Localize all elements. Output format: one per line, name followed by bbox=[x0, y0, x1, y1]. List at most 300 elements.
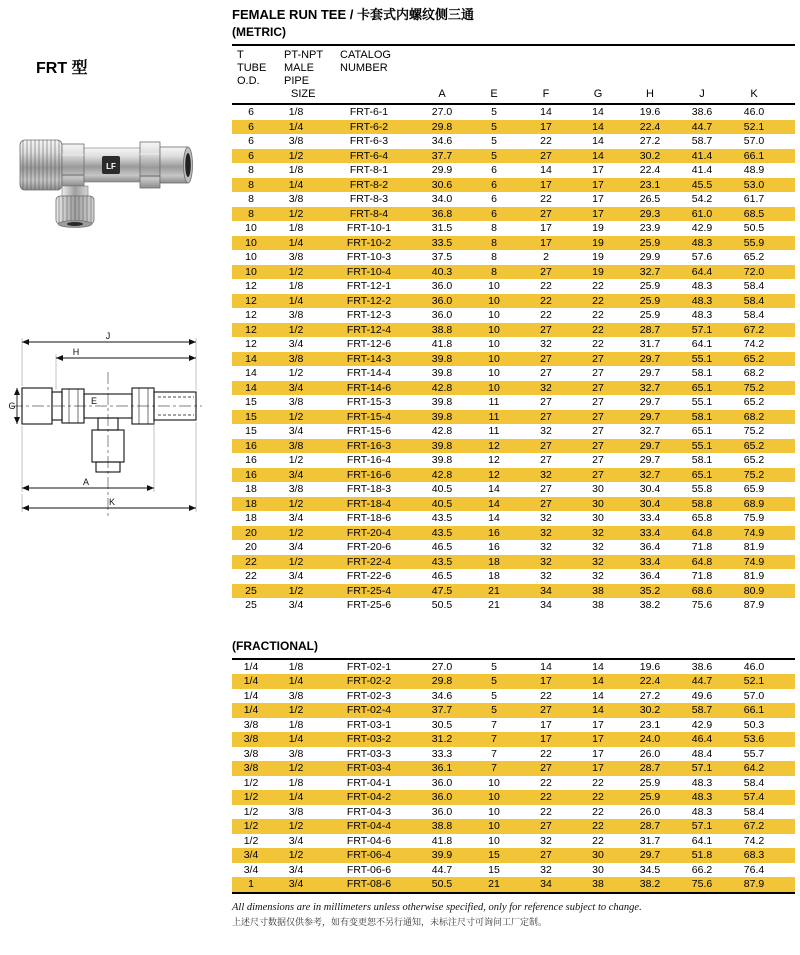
table-cell: 67.2 bbox=[743, 323, 765, 336]
table-cell: 10 bbox=[488, 280, 500, 292]
table-cell: 38.2 bbox=[639, 599, 661, 611]
table-cell: 12 bbox=[245, 309, 257, 321]
table-row bbox=[232, 863, 795, 878]
table-cell: 27 bbox=[540, 497, 552, 510]
table-cell: 14 bbox=[540, 106, 552, 118]
table-cell: 17 bbox=[592, 178, 604, 191]
table-cell: 36.0 bbox=[431, 776, 453, 789]
header-dim-j: J bbox=[699, 88, 705, 100]
table-cell: 41.8 bbox=[431, 834, 453, 847]
table-cell: FRT-15-3 bbox=[346, 396, 392, 408]
table-cell: 38.6 bbox=[691, 660, 713, 673]
table-cell: 15 bbox=[245, 410, 257, 423]
table-row bbox=[232, 877, 795, 892]
table-row bbox=[232, 848, 795, 863]
table-cell: 22.4 bbox=[639, 675, 661, 687]
table-cell: FRT-16-4 bbox=[346, 454, 392, 466]
table-cell: 27 bbox=[592, 367, 604, 379]
title-english: FEMALE RUN TEE / bbox=[232, 7, 354, 22]
table-row bbox=[232, 569, 795, 584]
table-cell: 14 bbox=[592, 149, 604, 162]
table-cell: 53.0 bbox=[743, 178, 765, 191]
table-cell: 3/4 bbox=[288, 338, 304, 350]
table-cell: 38.8 bbox=[431, 323, 453, 336]
table-cell: FRT-8-3 bbox=[349, 193, 389, 205]
table-cell: 36.0 bbox=[431, 791, 453, 803]
table-cell: 34.0 bbox=[431, 193, 453, 205]
table-cell: 27 bbox=[540, 704, 552, 716]
table-cell: 1/4 bbox=[288, 120, 304, 133]
table-cell: 3/8 bbox=[243, 733, 259, 745]
table-cell: 2 bbox=[543, 251, 549, 263]
table-cell: 10 bbox=[245, 265, 257, 278]
table-row bbox=[232, 674, 795, 689]
table-cell: 37.7 bbox=[431, 149, 453, 162]
table-cell: 14 bbox=[245, 352, 257, 365]
table-cell: 36.4 bbox=[639, 541, 661, 553]
table-cell: 27 bbox=[540, 439, 552, 452]
table-cell: FRT-12-3 bbox=[346, 309, 392, 321]
table-cell: 27 bbox=[592, 454, 604, 466]
table-cell: 3/4 bbox=[288, 878, 304, 890]
table-cell: 32 bbox=[540, 863, 552, 876]
table-cell: 1/2 bbox=[243, 820, 259, 832]
table-cell: 17 bbox=[540, 222, 552, 234]
table-cell: 7 bbox=[491, 733, 497, 745]
table-cell: FRT-6-2 bbox=[349, 120, 389, 133]
table-cell: 26.5 bbox=[639, 193, 661, 205]
table-cell: FRT-10-2 bbox=[346, 236, 392, 249]
table-cell: 33.5 bbox=[431, 236, 453, 249]
table-cell: 17 bbox=[540, 675, 552, 687]
table-cell: FRT-02-1 bbox=[346, 660, 392, 673]
table-cell: 58.1 bbox=[691, 410, 713, 423]
table-row bbox=[232, 308, 795, 323]
table-cell: FRT-15-4 bbox=[346, 410, 392, 423]
table-cell: 58.1 bbox=[691, 367, 713, 379]
table-cell: 27.0 bbox=[431, 106, 453, 118]
table-cell: 6 bbox=[248, 149, 254, 162]
table-cell: FRT-22-4 bbox=[346, 555, 392, 568]
table-cell: 64.8 bbox=[691, 526, 713, 539]
header-pipe-size: PT-NPT MALE PIPE SIZE bbox=[284, 49, 324, 100]
table-cell: 8 bbox=[248, 207, 254, 220]
table-cell: 46.5 bbox=[431, 541, 453, 553]
footnote-chinese: 上述尺寸数据仅供参考，如有变更恕不另行通知，未标注尺寸可询问工厂定制。 bbox=[232, 916, 548, 927]
table-cell: 3/8 bbox=[243, 747, 259, 760]
table-cell: 1/2 bbox=[288, 584, 304, 597]
table-cell: 14 bbox=[488, 483, 500, 495]
table-cell: 21 bbox=[488, 599, 500, 611]
table-cell: 3/4 bbox=[288, 512, 304, 524]
table-row bbox=[232, 192, 795, 207]
table-cell: 39.9 bbox=[431, 849, 453, 861]
table-cell: 43.5 bbox=[431, 526, 453, 539]
table-cell: 25.9 bbox=[639, 791, 661, 803]
table-cell: 32.7 bbox=[639, 468, 661, 481]
header-dim-a: A bbox=[438, 88, 446, 100]
table-cell: 11 bbox=[488, 425, 500, 437]
table-cell: 1/4 bbox=[288, 791, 304, 803]
table-cell: 42.8 bbox=[431, 425, 453, 437]
table-cell: 71.8 bbox=[691, 541, 713, 553]
table-cell: 1/4 bbox=[243, 660, 259, 673]
table-cell: 48.3 bbox=[691, 309, 713, 321]
table-cell: 21 bbox=[488, 584, 500, 597]
table-cell: 74.9 bbox=[743, 526, 765, 539]
table-cell: 12 bbox=[245, 280, 257, 292]
table-cell: 42.9 bbox=[691, 718, 713, 731]
table-cell: FRT-06-6 bbox=[346, 863, 392, 876]
table-cell: 34 bbox=[540, 599, 552, 611]
table-cell: 6 bbox=[248, 120, 254, 133]
table-cell: 61.0 bbox=[691, 207, 713, 220]
table-row bbox=[232, 747, 795, 762]
table-cell: 14 bbox=[592, 660, 604, 673]
tee-outline bbox=[22, 388, 196, 472]
table-cell: FRT-25-6 bbox=[346, 599, 392, 611]
table-cell: 50.5 bbox=[743, 222, 765, 234]
table-cell: 27 bbox=[592, 425, 604, 437]
table-cell: 43.5 bbox=[431, 555, 453, 568]
table-cell: 3/4 bbox=[243, 849, 259, 861]
table-cell: 12 bbox=[488, 468, 500, 481]
table-cell: 29.8 bbox=[431, 675, 453, 687]
table-cell: 61.7 bbox=[743, 193, 765, 205]
table-cell: 27 bbox=[540, 207, 552, 220]
table-cell: 7 bbox=[491, 718, 497, 731]
table-cell: 3/4 bbox=[288, 541, 304, 553]
table-cell: FRT-04-6 bbox=[346, 834, 392, 847]
table-cell: FRT-14-3 bbox=[346, 352, 392, 365]
table-cell: 1/2 bbox=[288, 555, 304, 568]
table-row bbox=[232, 540, 795, 555]
table-cell: FRT-10-1 bbox=[346, 222, 392, 234]
table-row bbox=[232, 776, 795, 791]
table-cell: 3/4 bbox=[243, 863, 259, 876]
table-cell: FRT-02-2 bbox=[346, 675, 392, 687]
table-cell: 36.0 bbox=[431, 309, 453, 321]
table-cell: 75.2 bbox=[743, 381, 765, 394]
table-cell: FRT-15-6 bbox=[346, 425, 392, 437]
table-cell: 31.5 bbox=[431, 222, 453, 234]
table-cell: 22 bbox=[592, 805, 604, 818]
table-row bbox=[232, 178, 795, 193]
table-cell: 37.5 bbox=[431, 251, 453, 263]
table-cell: 42.8 bbox=[431, 468, 453, 481]
table-cell: 1/8 bbox=[288, 222, 304, 234]
table-cell: FRT-12-4 bbox=[346, 323, 392, 336]
table-cell: 22 bbox=[540, 805, 552, 818]
table-cell: 8 bbox=[491, 236, 497, 249]
table-cell: FRT-18-4 bbox=[346, 497, 392, 510]
table-cell: 16 bbox=[245, 439, 257, 452]
table-cell: FRT-04-2 bbox=[346, 791, 392, 803]
page-title bbox=[232, 4, 795, 23]
table-cell: 32 bbox=[540, 570, 552, 582]
table-cell: 32 bbox=[540, 425, 552, 437]
table-cell: 10 bbox=[488, 294, 500, 307]
table-cell: 1/8 bbox=[288, 106, 304, 118]
table-cell: 34.6 bbox=[431, 135, 453, 147]
table-cell: 32 bbox=[592, 541, 604, 553]
table-cell: 27 bbox=[540, 454, 552, 466]
table-cell: 3/4 bbox=[288, 599, 304, 611]
table-cell: 1/8 bbox=[288, 660, 304, 673]
table-cell: 24.0 bbox=[639, 733, 661, 745]
table-cell: 22 bbox=[540, 294, 552, 307]
table-cell: 23.1 bbox=[639, 718, 661, 731]
table-cell: 55.1 bbox=[691, 396, 713, 408]
table-cell: 6 bbox=[491, 207, 497, 220]
table-cell: FRT-6-1 bbox=[349, 106, 389, 118]
table-cell: 22 bbox=[540, 309, 552, 321]
table-cell: 52.1 bbox=[743, 120, 765, 133]
table-cell: 65.1 bbox=[691, 425, 713, 437]
table-cell: FRT-10-3 bbox=[346, 251, 392, 263]
table-cell: 75.6 bbox=[691, 878, 713, 890]
table-cell: 27 bbox=[540, 396, 552, 408]
table-cell: 1/2 bbox=[288, 149, 304, 162]
table-cell: 27 bbox=[540, 149, 552, 162]
table-cell: 22 bbox=[592, 280, 604, 292]
table-cell: 18 bbox=[245, 483, 257, 495]
table-cell: 14 bbox=[540, 660, 552, 673]
table-cell: 50.5 bbox=[431, 878, 453, 890]
table-cell: 10 bbox=[488, 352, 500, 365]
table-cell: FRT-8-4 bbox=[349, 207, 389, 220]
table-cell: 22 bbox=[540, 689, 552, 702]
table-cell: 18 bbox=[245, 512, 257, 524]
table-cell: 6 bbox=[491, 178, 497, 191]
table-cell: 48.9 bbox=[743, 164, 765, 176]
table-cell: 14 bbox=[488, 497, 500, 510]
table-cell: 66.2 bbox=[691, 863, 713, 876]
table-cell: 1/8 bbox=[288, 776, 304, 789]
table-cell: FRT-8-2 bbox=[349, 178, 389, 191]
table-cell: 17 bbox=[592, 733, 604, 745]
table-cell: 10 bbox=[488, 367, 500, 379]
table-row bbox=[232, 337, 795, 352]
table-cell: 39.8 bbox=[431, 439, 453, 452]
table-cell: 51.8 bbox=[691, 849, 713, 861]
table-cell: 3/4 bbox=[288, 381, 304, 394]
table-cell: FRT-20-6 bbox=[346, 541, 392, 553]
table-cell: 3/4 bbox=[288, 425, 304, 437]
table-cell: 15 bbox=[488, 863, 500, 876]
table-cell: 3/8 bbox=[288, 805, 304, 818]
table-cell: 27 bbox=[592, 352, 604, 365]
table-cell: 57.1 bbox=[691, 323, 713, 336]
metric-table bbox=[232, 44, 795, 613]
table-cell: 48.3 bbox=[691, 805, 713, 818]
table-cell: 1/8 bbox=[288, 164, 304, 176]
header-dim-k: K bbox=[750, 88, 758, 100]
table-cell: 42.9 bbox=[691, 222, 713, 234]
table-cell: 65.2 bbox=[743, 251, 765, 263]
dim-label-a: A bbox=[82, 477, 90, 487]
table-cell: 45.5 bbox=[691, 178, 713, 191]
table-cell: 22 bbox=[592, 834, 604, 847]
table-cell: FRT-14-6 bbox=[346, 381, 392, 394]
table-cell: 14 bbox=[592, 120, 604, 133]
table-row bbox=[232, 819, 795, 834]
table-row bbox=[232, 250, 795, 265]
table-cell: 33.4 bbox=[639, 526, 661, 539]
table-cell: 66.1 bbox=[743, 149, 765, 162]
table-cell: 39.8 bbox=[431, 352, 453, 365]
table-cell: 27 bbox=[540, 762, 552, 774]
table-cell: 14 bbox=[245, 381, 257, 394]
table-cell: 25.9 bbox=[639, 776, 661, 789]
table-cell: 15 bbox=[245, 425, 257, 437]
table-cell: 39.8 bbox=[431, 410, 453, 423]
table-cell: 27 bbox=[540, 323, 552, 336]
table-cell: 48.3 bbox=[691, 294, 713, 307]
table-cell: FRT-10-4 bbox=[346, 265, 392, 278]
table-cell: 32 bbox=[540, 555, 552, 568]
table-row bbox=[232, 497, 795, 512]
header-dim-g: G bbox=[593, 88, 603, 100]
brand-logo-text: LF bbox=[106, 162, 116, 171]
table-cell: 5 bbox=[491, 704, 497, 716]
table-cell: 14 bbox=[592, 689, 604, 702]
table-cell: 30.4 bbox=[639, 497, 661, 510]
table-cell: 42.8 bbox=[431, 381, 453, 394]
table-cell: 33.4 bbox=[639, 555, 661, 568]
table-cell: 17 bbox=[592, 762, 604, 774]
metric-section-label: (METRIC) bbox=[232, 25, 286, 39]
table-cell: 27 bbox=[592, 396, 604, 408]
table-cell: 68.2 bbox=[743, 367, 765, 379]
table-cell: 23.1 bbox=[639, 178, 661, 191]
table-cell: 19.6 bbox=[639, 106, 661, 118]
table-cell: 22 bbox=[540, 747, 552, 760]
table-cell: 3/4 bbox=[288, 834, 304, 847]
table-cell: 16 bbox=[245, 454, 257, 466]
table-cell: 32 bbox=[540, 512, 552, 524]
table-cell: 46.0 bbox=[743, 106, 765, 118]
table-cell: 14 bbox=[488, 512, 500, 524]
table-row bbox=[232, 265, 795, 280]
table-cell: 87.9 bbox=[743, 878, 765, 890]
table-cell: 64.1 bbox=[691, 834, 713, 847]
model-label: FRT 型 bbox=[36, 60, 88, 77]
table-row bbox=[232, 381, 795, 396]
table-cell: 11 bbox=[488, 410, 500, 423]
table-cell: 41.4 bbox=[691, 164, 713, 176]
content-column bbox=[232, 4, 795, 928]
dim-label-k: K bbox=[108, 497, 116, 507]
table-row bbox=[232, 439, 795, 454]
table-cell: 34.6 bbox=[431, 689, 453, 702]
table-cell: 14 bbox=[592, 135, 604, 147]
table-cell: 1/8 bbox=[288, 280, 304, 292]
table-cell: 10 bbox=[488, 791, 500, 803]
table-cell: 29.9 bbox=[639, 251, 661, 263]
table-cell: 27 bbox=[540, 483, 552, 495]
table-cell: 1/4 bbox=[243, 675, 259, 687]
table-cell: 38.6 bbox=[691, 106, 713, 118]
table-cell: 48.3 bbox=[691, 791, 713, 803]
table-cell: 64.4 bbox=[691, 265, 713, 278]
table-cell: 3/4 bbox=[288, 570, 304, 582]
table-cell: 19 bbox=[592, 265, 604, 278]
table-cell: 75.2 bbox=[743, 425, 765, 437]
table-cell: 31.2 bbox=[431, 733, 453, 745]
table-row bbox=[232, 805, 795, 820]
table-cell: 14 bbox=[540, 164, 552, 176]
table-cell: 30 bbox=[592, 497, 604, 510]
table-row bbox=[232, 395, 795, 410]
table-cell: 55.1 bbox=[691, 439, 713, 452]
table-cell: 48.3 bbox=[691, 776, 713, 789]
table-cell: 3/8 bbox=[288, 396, 304, 408]
table-cell: 27 bbox=[592, 468, 604, 481]
table-cell: 31.7 bbox=[639, 338, 661, 350]
table-row bbox=[232, 703, 795, 718]
table-cell: FRT-08-6 bbox=[346, 878, 392, 890]
table-cell: 25.9 bbox=[639, 294, 661, 307]
table-cell: 65.2 bbox=[743, 454, 765, 466]
table-cell: 1/4 bbox=[288, 236, 304, 249]
table-cell: 29.8 bbox=[431, 120, 453, 133]
table-cell: 5 bbox=[491, 675, 497, 687]
table-cell: 58.4 bbox=[743, 776, 765, 789]
table-cell: 32 bbox=[540, 834, 552, 847]
table-cell: 27 bbox=[592, 439, 604, 452]
table-cell: 32.7 bbox=[639, 425, 661, 437]
table-cell: 1/2 bbox=[288, 497, 304, 510]
table-cell: 27 bbox=[540, 849, 552, 861]
table-cell: 22 bbox=[592, 820, 604, 832]
table-cell: 27 bbox=[540, 367, 552, 379]
table-row bbox=[232, 424, 795, 439]
table-cell: 1/2 bbox=[243, 834, 259, 847]
table-cell: 81.9 bbox=[743, 570, 765, 582]
product-photo-image bbox=[14, 118, 196, 232]
table-cell: 27 bbox=[540, 410, 552, 423]
table-cell: 68.5 bbox=[743, 207, 765, 220]
table-cell: FRT-04-4 bbox=[346, 820, 392, 832]
table-cell: 3/8 bbox=[288, 309, 304, 321]
table-cell: 16 bbox=[245, 468, 257, 481]
table-cell: 55.8 bbox=[691, 483, 713, 495]
table-cell: 6 bbox=[491, 193, 497, 205]
table-cell: 29.7 bbox=[639, 439, 661, 452]
table-cell: 3/8 bbox=[288, 439, 304, 452]
table-cell: FRT-04-1 bbox=[346, 776, 392, 789]
footnote-english: All dimensions are in millimeters unless otherwise specified, only for reference subject to change. bbox=[232, 901, 642, 913]
table-cell: 3/4 bbox=[288, 468, 304, 481]
table-cell: 38 bbox=[592, 878, 604, 890]
table-cell: 26.0 bbox=[639, 747, 661, 760]
table-cell: FRT-03-1 bbox=[346, 718, 392, 731]
table-cell: 10 bbox=[488, 323, 500, 336]
table-cell: 1/2 bbox=[288, 410, 304, 423]
table-cell: FRT-03-3 bbox=[346, 747, 392, 760]
table-cell: 33.4 bbox=[639, 512, 661, 524]
table-cell: 68.6 bbox=[691, 584, 713, 597]
table-cell: 20 bbox=[245, 541, 257, 553]
table-cell: 1/4 bbox=[243, 704, 259, 716]
table-cell: FRT-02-3 bbox=[346, 689, 392, 702]
table-cell: 68.2 bbox=[743, 410, 765, 423]
table-cell: 58.1 bbox=[691, 454, 713, 466]
table-cell: 29.7 bbox=[639, 410, 661, 423]
table-cell: 12 bbox=[245, 294, 257, 307]
table-cell: 67.2 bbox=[743, 820, 765, 832]
